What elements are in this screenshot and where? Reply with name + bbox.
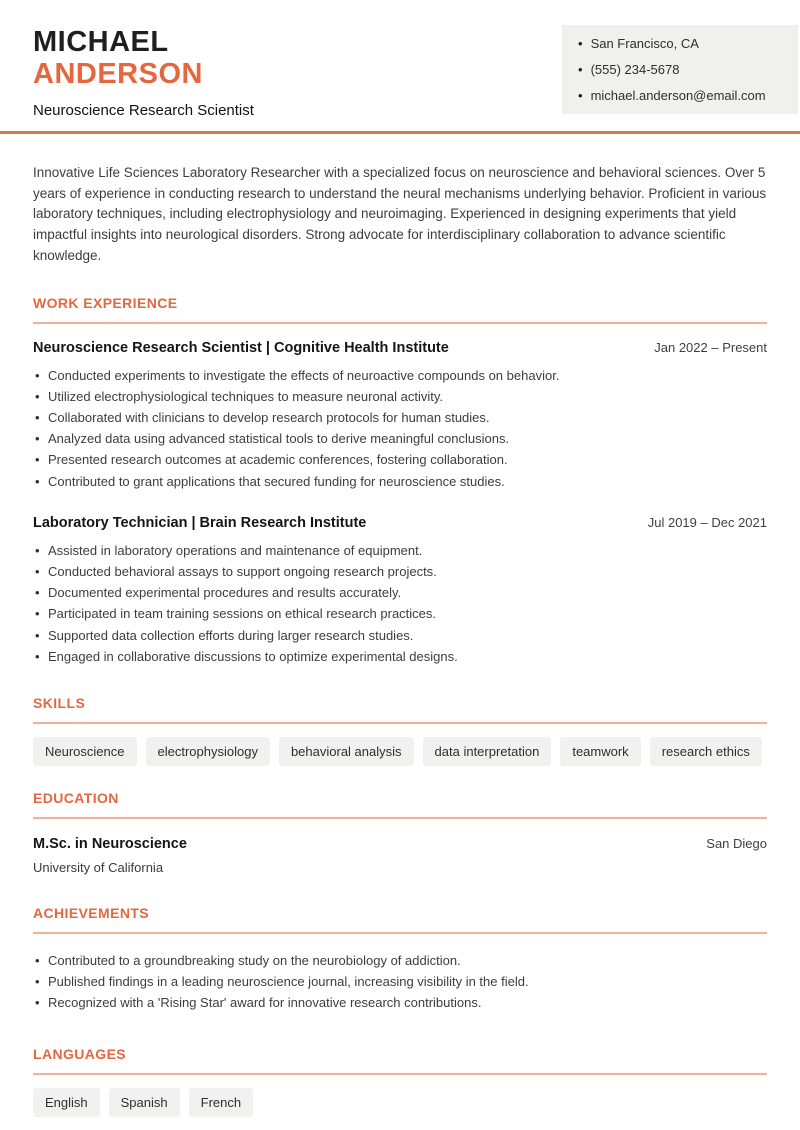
section-divider [33, 1073, 767, 1075]
job-title: Laboratory Technician | Brain Research Institute [33, 514, 367, 531]
education-school: University of California [33, 859, 164, 875]
section-education [33, 790, 767, 875]
job-bullet: • Documented experimental procedures and results accurately. [33, 582, 767, 603]
bullet-icon: • [578, 62, 583, 77]
skill-tag: electrophysiology [146, 737, 270, 766]
education-row [33, 836, 767, 852]
job-bullet: • Presented research outcomes at academic conferences, fostering collaboration. [33, 449, 767, 470]
section-divider [33, 722, 767, 724]
work-experience-heading: WORK EXPERIENCE [33, 294, 178, 311]
skills-tag-row [33, 737, 767, 766]
job-bullet: • Collaborated with clinicians to develop research protocols for human studies. [33, 407, 767, 428]
section-languages [33, 1046, 767, 1117]
section-skills [33, 695, 767, 766]
section-divider [33, 322, 767, 324]
education-degree: M.Sc. in Neuroscience [33, 835, 187, 852]
section-achievements [33, 905, 767, 1014]
job-bullet: • Participated in team training sessions on ethical research practices. [33, 603, 767, 624]
job-bullet: • Conducted experiments to investigate the effects of neuroactive compounds on behavior. [33, 365, 767, 386]
bullet-icon: • [578, 36, 583, 51]
contact-phone [578, 62, 782, 77]
job-bullet: • Conducted behavioral assays to support ongoing research projects. [33, 561, 767, 582]
section-work-experience [33, 295, 767, 667]
education-heading: EDUCATION [33, 789, 119, 806]
achievement-bullet: • Contributed to a groundbreaking study on the neurobiology of addiction. [33, 950, 767, 971]
skill-tag: Neuroscience [33, 737, 137, 766]
job-title: Neuroscience Research Scientist | Cognitive Health Institute [33, 339, 449, 356]
job-bullet: • Contributed to grant applications that secured funding for neuroscience studies. [33, 471, 767, 492]
skill-tag: research ethics [650, 737, 762, 766]
achievement-bullet: • Published findings in a leading neuroscience journal, increasing visibility in the field. [33, 971, 767, 992]
contact-box [562, 25, 798, 114]
job-bullet-list [33, 365, 767, 492]
resume-content [0, 134, 800, 1117]
language-tag: French [189, 1088, 253, 1117]
language-tag: English [33, 1088, 100, 1117]
achievement-bullet-list [33, 950, 767, 1014]
contact-phone-text: (555) 234-5678 [590, 62, 680, 77]
contact-location-text: San Francisco, CA [590, 36, 699, 51]
contact-email [578, 88, 782, 103]
job-bullet: • Utilized electrophysiological techniques to measure neuronal activity. [33, 386, 767, 407]
job-bullet: • Assisted in laboratory operations and maintenance of equipment. [33, 540, 767, 561]
job-header [33, 515, 767, 531]
job-dates: Jul 2019 – Dec 2021 [647, 514, 767, 530]
job-dates: Jan 2022 – Present [654, 339, 767, 355]
skill-tag: data interpretation [423, 737, 552, 766]
skill-tag: behavioral analysis [279, 737, 414, 766]
achievement-bullet: • Recognized with a 'Rising Star' award for innovative research contributions. [33, 992, 767, 1013]
job-bullet-list [33, 540, 767, 667]
contact-location [578, 36, 782, 51]
job-bullet: • Supported data collection efforts during larger research studies. [33, 625, 767, 646]
first-name: MICHAEL [33, 26, 169, 58]
section-divider [33, 932, 767, 934]
summary-paragraph: Innovative Life Sciences Laboratory Researcher with a specialized focus on neuroscience and behavioral sciences. Over 5 years of experience in conducting research to understand the neural mechanisms underlying behavior. Proficient in various laboratory techniques, including electrophysiology and neuroimaging. Experienced in designing experiments that yield impactful insights into neurological disorders. Strong advocate for interdisciplinary collaboration to advance scientific knowledge. [33, 165, 767, 263]
resume-header [0, 0, 800, 134]
job-bullet: • Engaged in collaborative discussions to optimize experimental designs. [33, 646, 767, 667]
job-header [33, 340, 767, 356]
skill-tag: teamwork [560, 737, 640, 766]
skills-heading: SKILLS [33, 694, 86, 711]
section-divider [33, 817, 767, 819]
languages-tag-row [33, 1088, 767, 1117]
achievements-heading: ACHIEVEMENTS [33, 904, 150, 921]
languages-heading: LANGUAGES [33, 1045, 127, 1062]
contact-email-text: michael.anderson@email.com [590, 88, 766, 103]
education-location: San Diego [706, 835, 767, 851]
bullet-icon: • [578, 88, 583, 103]
job-bullet: • Analyzed data using advanced statistical tools to derive meaningful conclusions. [33, 428, 767, 449]
job-headline: Neuroscience Research Scientist [33, 102, 254, 119]
language-tag: Spanish [109, 1088, 180, 1117]
last-name: ANDERSON [33, 58, 203, 90]
